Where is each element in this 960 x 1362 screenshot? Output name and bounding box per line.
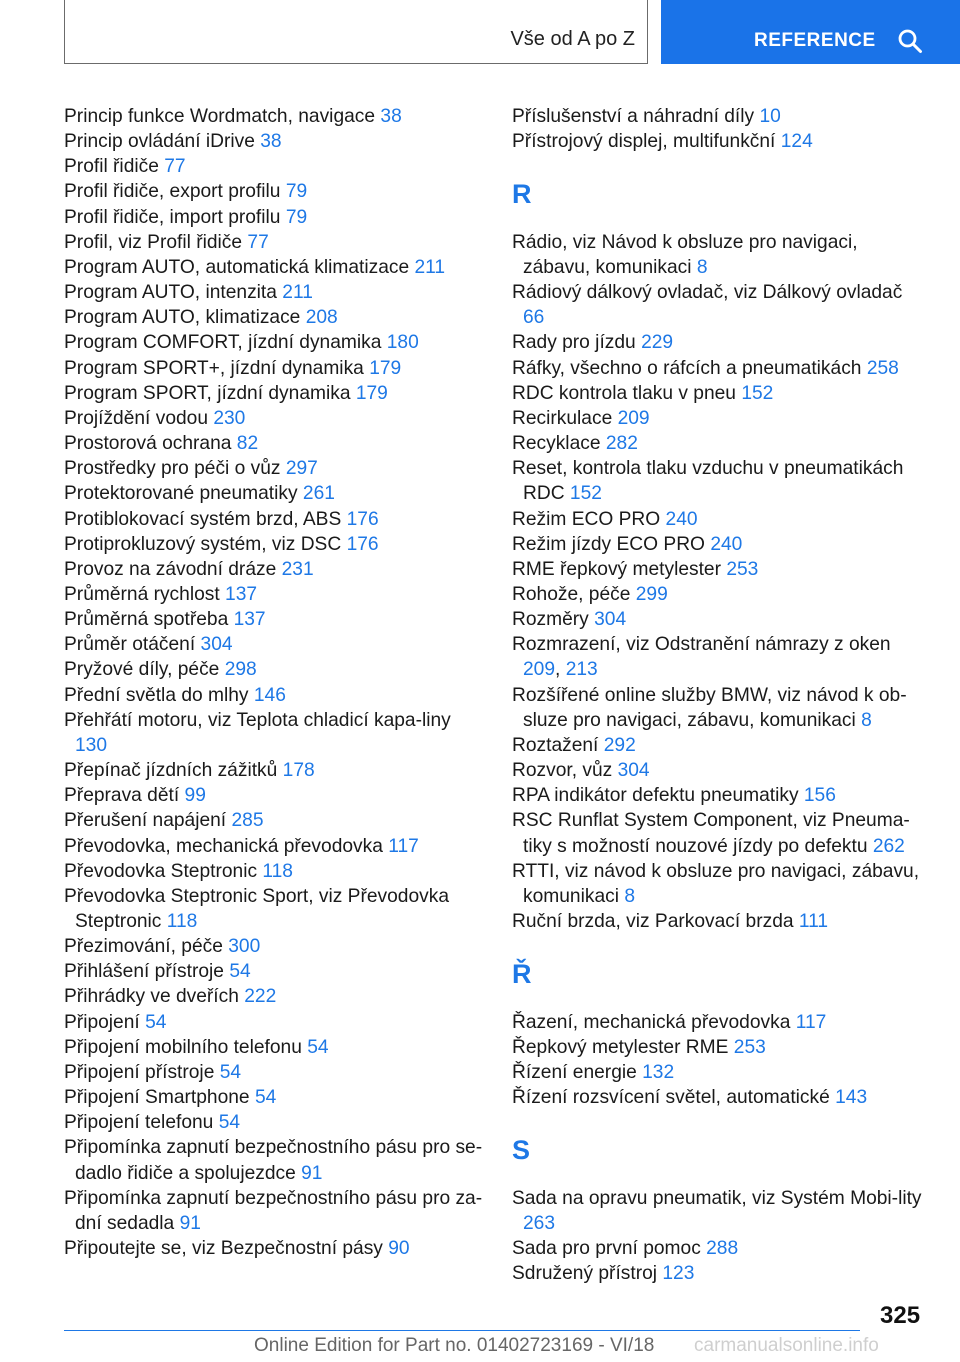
page-link[interactable]: 253 bbox=[726, 558, 759, 580]
index-entry bbox=[512, 733, 922, 758]
index-entry-text: Protiblokovací systém brzd, ABS bbox=[64, 508, 342, 530]
index-entry-text: RTTI, viz návod k obsluze pro navigaci, zábavu, komunikaci bbox=[512, 860, 920, 907]
page-link[interactable]: 240 bbox=[710, 533, 743, 555]
page-link[interactable]: 111 bbox=[798, 911, 829, 933]
index-entry-text: Sdružený přístroj bbox=[512, 1263, 658, 1285]
index-entry-text: Průměrná spotřeba bbox=[64, 609, 229, 631]
index-column-right bbox=[512, 104, 922, 1286]
index-entry-text: Připojení telefonu bbox=[64, 1112, 214, 1134]
index-entry bbox=[512, 557, 922, 582]
page-link[interactable]: 117 bbox=[388, 835, 419, 857]
index-entry-text: Pryžové díly, péče bbox=[64, 659, 220, 681]
index-entry-text: Rohože, péče bbox=[512, 584, 631, 605]
page-link[interactable]: 180 bbox=[386, 332, 419, 354]
index-entry bbox=[64, 934, 484, 959]
page-link[interactable]: 304 bbox=[617, 760, 650, 782]
index-entry bbox=[512, 532, 922, 557]
index-entry-text: Režim jízdy ECO PRO bbox=[512, 533, 705, 555]
index-entry bbox=[512, 1035, 922, 1060]
index-entry bbox=[512, 230, 922, 280]
index-entry-text: Ráfky, všechno o ráfcích a pneumatikách bbox=[512, 357, 862, 379]
index-entry-text: Přístrojový displej, multifunkční bbox=[512, 131, 776, 153]
index-entry-text: Připomínka zapnutí bezpečnostního pásu pro za-dní sedadla bbox=[64, 1187, 483, 1234]
index-entry-text: Rady pro jízdu bbox=[512, 332, 636, 354]
index-entry bbox=[512, 330, 922, 355]
index-entry bbox=[512, 683, 922, 733]
index-entry bbox=[64, 154, 484, 179]
page-link[interactable]: 118 bbox=[262, 860, 293, 882]
page-link[interactable]: 66 bbox=[523, 307, 545, 329]
index-entry-text: Průměrná rychlost bbox=[64, 583, 220, 605]
page-link[interactable]: 176 bbox=[346, 508, 379, 530]
page-link[interactable]: 209 bbox=[617, 407, 650, 429]
index-entry-text: Princip ovládání iDrive bbox=[64, 131, 255, 153]
index-entry bbox=[64, 758, 484, 783]
page-link[interactable]: 99 bbox=[184, 785, 206, 807]
index-entry bbox=[512, 1261, 922, 1286]
index-entry bbox=[512, 1186, 922, 1236]
index-entry bbox=[64, 179, 484, 204]
index-entry-text: Profil řidiče bbox=[64, 156, 159, 178]
page-link[interactable]: 152 bbox=[741, 382, 774, 404]
index-entry-text: Připojení mobilního telefonu bbox=[64, 1036, 302, 1058]
index-entry bbox=[64, 406, 484, 431]
page-link[interactable]: 292 bbox=[603, 734, 636, 756]
footer-divider bbox=[64, 1330, 860, 1331]
index-entry-text: RSC Runflat System Component, viz Pneuma-tiky s možností nouzové jízdy po defektu bbox=[512, 810, 910, 857]
page-link[interactable]: 222 bbox=[244, 986, 277, 1008]
index-entry bbox=[64, 431, 484, 456]
watermark-text: carmanualsonline.info bbox=[694, 1335, 879, 1356]
index-entry bbox=[64, 330, 484, 355]
index-entry bbox=[512, 406, 922, 431]
index-entry-text: Princip funkce Wordmatch, navigace bbox=[64, 106, 376, 127]
index-entry bbox=[64, 205, 484, 230]
page-link[interactable]: 178 bbox=[282, 760, 315, 782]
index-entry bbox=[64, 129, 484, 154]
index-entry bbox=[64, 884, 484, 934]
index-entry-text: Připojení Smartphone bbox=[64, 1087, 250, 1109]
page-number: 325 bbox=[880, 1302, 921, 1329]
index-entry-text: Program AUTO, automatická klimatizace bbox=[64, 256, 410, 278]
index-entry bbox=[512, 456, 922, 506]
index-entry-text: Připomínka zapnutí bezpečnostního pásu pro se-dadlo řidiče a spolujezdce bbox=[64, 1137, 483, 1184]
reference-tab[interactable] bbox=[661, 0, 960, 64]
page-link[interactable]: 54 bbox=[254, 1087, 277, 1109]
index-entry-text: Přezimování, péče bbox=[64, 936, 223, 958]
index-entry bbox=[64, 582, 484, 607]
index-column-left bbox=[64, 104, 484, 1261]
index-entry bbox=[512, 356, 922, 381]
index-entry bbox=[64, 481, 484, 506]
index-entry bbox=[512, 1010, 922, 1035]
page-link[interactable]: 38 bbox=[380, 106, 402, 127]
index-entry-text: Sada pro první pomoc bbox=[512, 1238, 701, 1260]
page-link[interactable]: 211 bbox=[282, 282, 313, 304]
index-entry bbox=[64, 356, 484, 381]
page-link[interactable]: 299 bbox=[635, 584, 668, 605]
index-entry bbox=[64, 557, 484, 582]
index-entry-text: Připojení bbox=[64, 1011, 140, 1033]
index-entry-text: Přerušení napájení bbox=[64, 810, 227, 832]
index-entry-text: Protektorované pneumatiky bbox=[64, 483, 298, 505]
index-entry bbox=[512, 381, 922, 406]
index-entry bbox=[512, 1236, 922, 1261]
index-letter-heading: R bbox=[512, 179, 532, 210]
index-entry-text: Převodovka Steptronic bbox=[64, 860, 258, 882]
index-entry-text: Řazení, mechanická převodovka bbox=[512, 1011, 791, 1033]
index-entry bbox=[64, 632, 484, 657]
index-entry bbox=[64, 959, 484, 984]
index-entry bbox=[512, 280, 922, 330]
page-link[interactable]: 211 bbox=[414, 256, 446, 278]
edition-note: Online Edition for Part no. 01402723169 - VI/18 bbox=[254, 1335, 655, 1356]
index-entry bbox=[512, 582, 922, 607]
index-entry bbox=[64, 305, 484, 330]
index-entry-text: Program AUTO, intenzita bbox=[64, 282, 277, 304]
index-entry bbox=[64, 1110, 484, 1135]
index-entry bbox=[64, 532, 484, 557]
index-entry bbox=[64, 1186, 484, 1236]
index-entry-text: Přehřátí motoru, viz Teplota chladicí kapa-liny bbox=[64, 709, 451, 731]
section-title: Vše od A po Z bbox=[510, 28, 635, 50]
page-link[interactable]: 90 bbox=[388, 1238, 410, 1260]
index-entry bbox=[64, 230, 484, 255]
index-entry-text: Program SPORT+, jízdní dynamika bbox=[64, 357, 364, 379]
index-entry bbox=[64, 607, 484, 632]
page-link[interactable]: 230 bbox=[213, 407, 246, 429]
page-link[interactable]: 176 bbox=[346, 533, 379, 555]
index-entry bbox=[64, 456, 484, 481]
index-entry bbox=[512, 859, 922, 909]
page-link[interactable]: 288 bbox=[706, 1238, 739, 1260]
index-entry-text: Připojení přístroje bbox=[64, 1061, 215, 1083]
page-link[interactable]: 91 bbox=[179, 1212, 201, 1234]
index-entry-text: Sada na opravu pneumatik, viz Systém Mobi-lity bbox=[512, 1187, 922, 1209]
index-entry bbox=[64, 507, 484, 532]
index-entry bbox=[64, 1010, 484, 1035]
index-entry bbox=[64, 255, 484, 280]
index-entry bbox=[64, 708, 484, 758]
index-entry-text: Rádio, viz Návod k obsluze pro navigaci, zábavu, komunikaci bbox=[512, 231, 858, 278]
index-entry bbox=[64, 808, 484, 833]
index-entry bbox=[64, 783, 484, 808]
index-entry-text: Převodovka, mechanická převodovka bbox=[64, 835, 383, 857]
index-entry-text: Profil řidiče, import profilu bbox=[64, 206, 281, 228]
index-entry-text: Profil, viz Profil řidiče bbox=[64, 231, 243, 253]
index-entry-text: Řízení rozsvícení světel, automatické bbox=[512, 1087, 830, 1109]
page-link[interactable]: 285 bbox=[231, 810, 264, 832]
index-entry bbox=[64, 834, 484, 859]
page-link[interactable]: 263 bbox=[523, 1212, 556, 1234]
page-link[interactable]: 8 bbox=[624, 885, 635, 907]
page-link[interactable]: 262 bbox=[872, 835, 905, 857]
index-entry bbox=[512, 783, 922, 808]
index-entry-text: Rádiový dálkový ovladač, viz Dálkový ovladač bbox=[512, 282, 903, 304]
index-entry-text: Roztažení bbox=[512, 734, 599, 756]
index-entry-text: Ruční brzda, viz Parkovací brzda bbox=[512, 911, 794, 933]
index-entry-text: Provoz na závodní dráze bbox=[64, 558, 277, 580]
index-entry-text: Přihrádky ve dveřích bbox=[64, 986, 239, 1008]
page-link[interactable]: 143 bbox=[835, 1087, 868, 1109]
index-entry bbox=[512, 1060, 922, 1085]
page-link[interactable]: 300 bbox=[228, 936, 261, 958]
index-entry-text: Projíždění vodou bbox=[64, 407, 208, 429]
index-entry bbox=[64, 984, 484, 1009]
index-entry-text: Přepínač jízdních zážitků bbox=[64, 760, 278, 782]
page-link[interactable]: 38 bbox=[260, 131, 282, 153]
page-link[interactable]: 54 bbox=[218, 1112, 241, 1134]
page-link[interactable]: 117 bbox=[795, 1011, 827, 1033]
index-entry bbox=[512, 808, 922, 858]
index-entry-text: Prostředky pro péči o vůz bbox=[64, 458, 281, 480]
index-entry bbox=[64, 657, 484, 682]
page-link[interactable]: 123 bbox=[662, 1263, 695, 1285]
page-link[interactable]: 213 bbox=[565, 659, 598, 681]
index-entry-text: Profil řidiče, export profilu bbox=[64, 181, 281, 203]
index-entry-text: Průměr otáčení bbox=[64, 634, 196, 656]
index-entry-text: Recirkulace bbox=[512, 407, 613, 429]
index-entry bbox=[512, 431, 922, 456]
page-link[interactable]: 54 bbox=[219, 1061, 242, 1083]
page-link[interactable]: 137 bbox=[233, 609, 266, 631]
index-entry-text: Program AUTO, klimatizace bbox=[64, 307, 301, 329]
page-link[interactable]: 156 bbox=[803, 785, 836, 807]
index-entry: Rozmrazení, viz Odstranění námrazy z oken 209, 213 bbox=[512, 634, 891, 681]
index-entry-text: Rozmrazení, viz Odstranění námrazy z oken bbox=[512, 634, 891, 656]
search-icon[interactable] bbox=[897, 28, 923, 54]
index-entry-text: Prostorová ochrana bbox=[64, 433, 232, 455]
page-link[interactable]: 282 bbox=[605, 433, 638, 455]
page-link[interactable]: 54 bbox=[229, 961, 251, 983]
index-entry-text: Program SPORT, jízdní dynamika bbox=[64, 382, 351, 404]
index-entry-text: Rozvor, vůz bbox=[512, 760, 613, 782]
index-entry bbox=[64, 859, 484, 884]
index-letter-heading: S bbox=[512, 1135, 531, 1166]
index-entry bbox=[64, 1085, 484, 1110]
page-link[interactable]: 253 bbox=[733, 1036, 766, 1058]
page-link[interactable]: 231 bbox=[281, 558, 314, 580]
page-link[interactable]: 82 bbox=[236, 433, 259, 455]
page-link[interactable]: 137 bbox=[225, 583, 258, 605]
index-entry-text: Přední světla do mlhy bbox=[64, 684, 249, 706]
page-link[interactable]: 304 bbox=[200, 634, 233, 656]
index-entry-text: Rozměry bbox=[512, 609, 589, 631]
index-letter-heading: Ř bbox=[512, 959, 532, 990]
page-link[interactable]: 77 bbox=[164, 156, 186, 178]
page-link[interactable]: 77 bbox=[247, 231, 269, 253]
index-entry-text: Řepkový metylester RME bbox=[512, 1036, 729, 1058]
index-entry bbox=[512, 607, 922, 632]
index-entry-text: Přeprava dětí bbox=[64, 785, 180, 807]
index-entry bbox=[64, 1035, 484, 1060]
index-entry bbox=[64, 104, 484, 129]
page-link[interactable]: 132 bbox=[642, 1062, 675, 1083]
index-entry bbox=[64, 381, 484, 406]
page-link[interactable]: 10 bbox=[759, 106, 781, 127]
page-link[interactable]: 79 bbox=[285, 181, 308, 203]
page-link[interactable]: 54 bbox=[307, 1036, 329, 1058]
page-link[interactable]: 304 bbox=[594, 609, 627, 631]
index-entry bbox=[64, 683, 484, 708]
index-entry-text: Program COMFORT, jízdní dynamika bbox=[64, 332, 382, 354]
page-link[interactable]: 91 bbox=[301, 1162, 323, 1184]
index-entry bbox=[512, 129, 922, 154]
index-entry bbox=[64, 280, 484, 305]
page-link[interactable]: 261 bbox=[302, 483, 335, 505]
index-entry bbox=[64, 1135, 484, 1185]
page-link[interactable]: 118 bbox=[166, 911, 198, 932]
index-entry-text: Reset, kontrola tlaku vzduchu v pneumatikách RDC bbox=[512, 458, 904, 505]
page-link[interactable]: 8 bbox=[696, 256, 708, 278]
page-link[interactable]: 298 bbox=[224, 659, 257, 681]
index-entry-text: Převodovka Steptronic Sport, viz Převodovka Steptronic bbox=[64, 885, 450, 932]
index-entry bbox=[512, 909, 922, 934]
page-link[interactable]: 130 bbox=[75, 734, 108, 756]
page-link[interactable]: 297 bbox=[285, 458, 318, 480]
index-entry-text: Recyklace bbox=[512, 433, 601, 455]
page-link[interactable]: 209 bbox=[523, 659, 556, 681]
page-link[interactable]: 258 bbox=[866, 357, 899, 379]
index-entry-text: RDC kontrola tlaku v pneu bbox=[512, 382, 736, 404]
page-link[interactable]: 179 bbox=[369, 357, 402, 379]
index-entry-text: Připoutejte se, viz Bezpečnostní pásy bbox=[64, 1238, 383, 1260]
index-entry bbox=[512, 758, 922, 783]
page-link[interactable]: 146 bbox=[253, 684, 286, 706]
index-entry bbox=[64, 1236, 484, 1261]
header-section-box bbox=[64, 0, 648, 64]
index-entry-text: Režim ECO PRO bbox=[512, 508, 661, 530]
page-link[interactable]: 152 bbox=[569, 483, 602, 505]
page-link[interactable]: 240 bbox=[665, 508, 698, 530]
page-link[interactable]: 229 bbox=[641, 332, 674, 354]
index-entry-text: RME řepkový metylester bbox=[512, 558, 721, 580]
index-entry-text: Řízení energie bbox=[512, 1062, 637, 1083]
reference-tab-label: REFERENCE bbox=[754, 30, 876, 51]
page-link[interactable]: 79 bbox=[285, 206, 308, 228]
page-link[interactable]: 179 bbox=[355, 382, 388, 404]
page-link[interactable]: 8 bbox=[861, 709, 872, 731]
index-entry-text: Rozšířené online služby BMW, viz návod k ob-sluze pro navigaci, zábavu, komunikaci bbox=[512, 684, 907, 731]
index-entry bbox=[512, 1085, 922, 1110]
index-entry-text: RPA indikátor defektu pneumatiky bbox=[512, 785, 799, 807]
index-entry-text: Příslušenství a náhradní díly bbox=[512, 106, 755, 127]
index-entry bbox=[512, 104, 922, 129]
page-link[interactable]: 124 bbox=[780, 131, 813, 153]
index-entry-text: Protiprokluzový systém, viz DSC bbox=[64, 533, 342, 555]
index-entry bbox=[64, 1060, 484, 1085]
index-entry bbox=[512, 507, 922, 532]
page-link[interactable]: 208 bbox=[305, 307, 338, 329]
page-link[interactable]: 54 bbox=[145, 1011, 167, 1033]
index-entry-text: Přihlášení přístroje bbox=[64, 961, 224, 983]
